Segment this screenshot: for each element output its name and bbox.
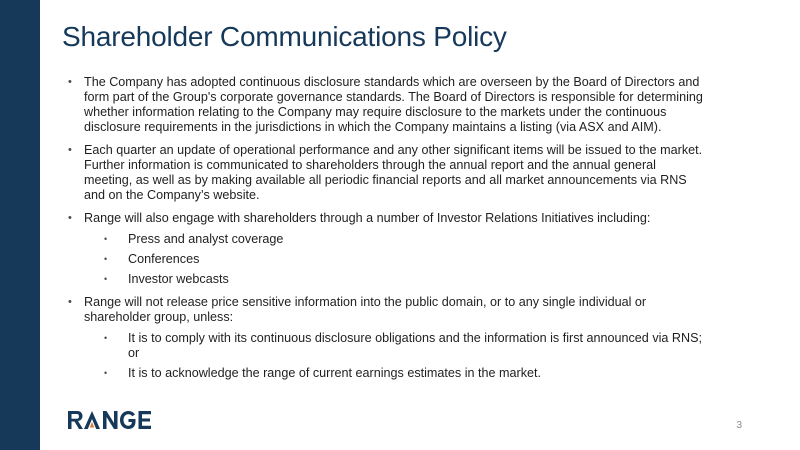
range-logo-mark [67,408,157,432]
bullet-text: Range will not release price sensitive information into the public domain, or to any single individual or shareholder group, unless: [84,295,647,324]
bullet-item [66,295,706,381]
slide-title: Shareholder Communications Policy [62,21,507,52]
bullet-item [66,143,706,203]
sub-bullet-text: Conferences [128,252,200,266]
sub-bullet-list [84,331,706,381]
bullet-icon: • [68,144,72,156]
sub-bullet-text: It is to comply with its continuous disclosure obligations and the information is first announced via RNS; or [128,331,702,360]
sub-bullet-item [84,232,706,247]
sub-bullet-icon: • [104,333,108,343]
sub-bullet-text: It is to acknowledge the range of current earnings estimates in the market. [128,366,542,380]
sub-bullet-icon: • [104,274,108,284]
page-number: 3 [736,420,742,431]
sub-bullet-text: Press and analyst coverage [128,232,284,246]
sub-bullet-item [84,366,706,381]
bullet-text: Each quarter an update of operational performance and any other significant items will be issued to the market. Further information is communicated to shareholders through the annual report and the annual general meeting, as well as by making available all periodic financial reports and all market announcements via RNS and on the Company’s website. [84,143,703,202]
bullet-text: The Company has adopted continuous disclosure standards which are overseen by the Board of Directors and form part of the Group's corporate governance standards. The Board of Directors is responsible for determining whether information relating to the Company may require disclosure to the markets under the continuous disclosure requirements in the jurisdictions in which the Company maintains a listing (via ASX and AIM). [84,75,703,134]
sub-bullet-item [84,252,706,267]
sub-bullet-icon: • [104,234,108,244]
bullet-icon: • [68,212,72,224]
left-accent-bar [0,0,40,450]
slide-content [66,75,706,389]
sub-bullet-item [84,272,706,287]
bullet-icon: • [68,76,72,88]
bullet-item [66,75,706,135]
bullet-icon: • [68,296,72,308]
bullet-item [66,211,706,287]
sub-bullet-icon: • [104,368,108,378]
sub-bullet-icon: • [104,254,108,264]
range-logo [67,408,157,432]
bullet-text: Range will also engage with shareholders through a number of Investor Relations Initiatives including: [84,211,651,225]
sub-bullet-item [84,331,706,361]
sub-bullet-text: Investor webcasts [128,272,229,286]
sub-bullet-list [84,232,706,287]
